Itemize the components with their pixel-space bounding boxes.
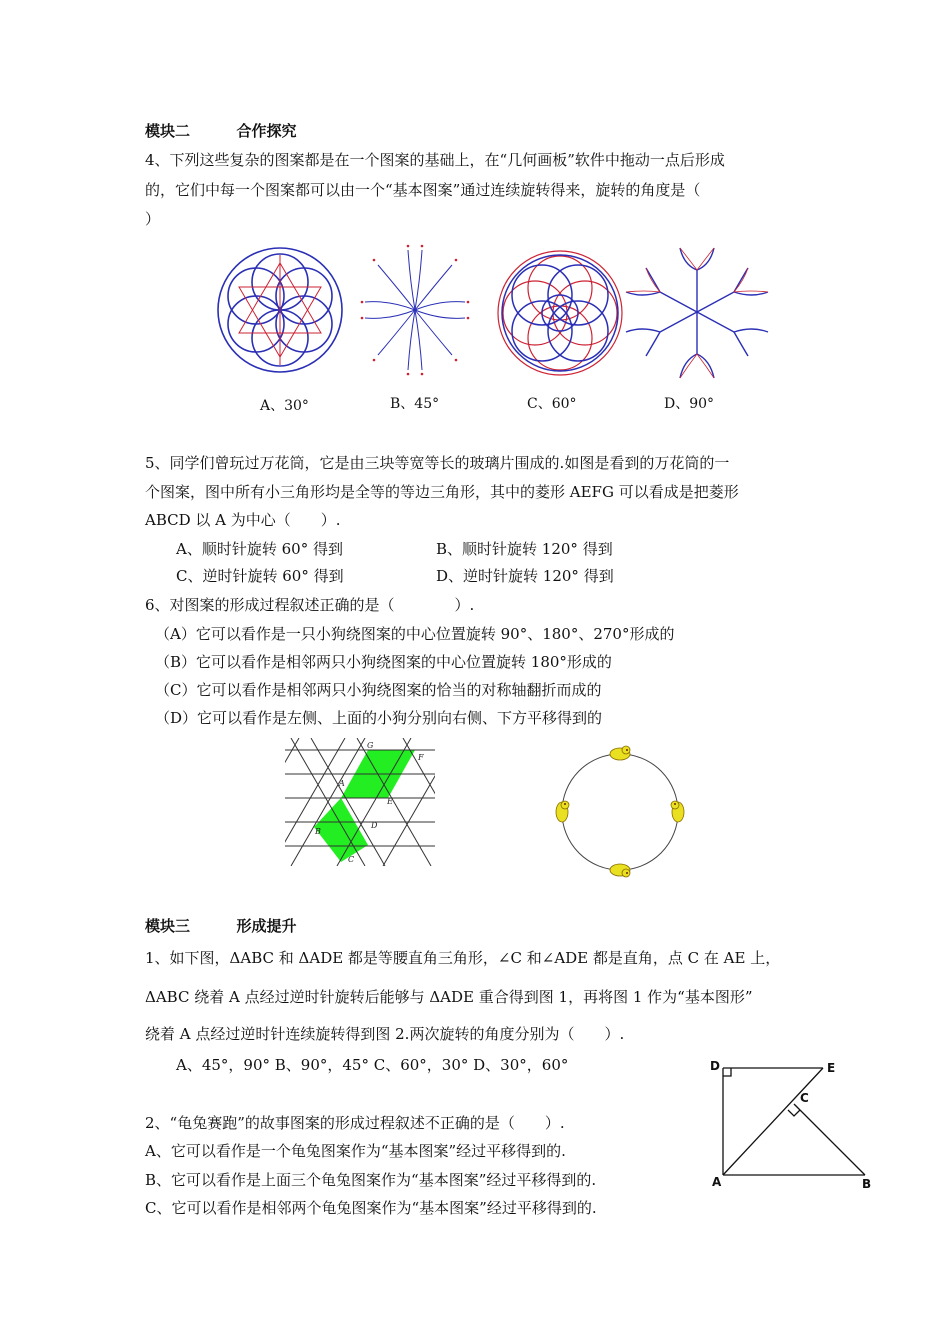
q4-option-c: C、60° [527,396,577,412]
m3q2-option-c: C、它可以看作是相邻两个龟兔图案作为“基本图案”经过平移得到的. [145,1199,597,1217]
q4-option-b: B、45° [390,396,440,412]
label-b: B [315,827,321,836]
module-title: 形成提升 [236,917,297,935]
label-f: F [418,753,424,762]
module2-heading [145,120,297,141]
m3q2-stem: 2、“龟兔赛跑”的故事图案的形成过程叙述不正确的是（ ）. [145,1114,565,1132]
q4-line-1: 4、下列这些复杂的图案都是在一个图案的基础上，在“几何画板”软件中拖动一点后形成 [145,151,725,169]
pattern-b-figure [360,240,470,380]
module-number: 模块三 [145,917,191,935]
label-d: D [371,821,378,830]
dog-bottom [610,864,630,877]
q5-option-a: A、顺时针旋转 60° 得到 [176,540,343,558]
pattern-a-figure [215,245,345,375]
label-d: D [710,1059,720,1073]
triangle-figure [708,1058,888,1193]
label-e: E [827,1061,836,1075]
label-g: G [367,741,374,750]
m3q1-options: A、45°，90° B、90°，45° C、60°，30° D、30°，60° [176,1056,569,1074]
label-a: A [339,779,345,788]
q6-stem: 6、对图案的形成过程叙述正确的是（ ）. [145,596,475,614]
pattern-c-figure [495,248,625,378]
q4-line-2: 的，它们中每一个图案都可以由一个“基本图案”通过连续旋转得来，旋转的角度是（ [145,181,701,199]
q5-option-b: B、顺时针旋转 120° 得到 [436,540,613,558]
rhombus-abcd [314,798,368,862]
module-number: 模块二 [145,122,191,140]
q6-option-a: （A）它可以看作是一只小狗绕图案的中心位置旋转 90°、180°、270°形成的 [155,625,675,643]
q6-option-d: （D）它可以看作是左侧、上面的小狗分别向右侧、下方平移得到的 [155,709,603,727]
m3q1-line-2: ΔABC 绕着 A 点经过逆时针旋转后能够与 ΔADE 重合得到图 1，再将图 1 作为“基本图形” [145,988,753,1006]
q5-option-c: C、逆时针旋转 60° 得到 [176,567,344,585]
q5-line-2: 个图案，图中所有小三角形均是全等的等边三角形，其中的菱形 AEFG 可以看成是把菱形 [145,483,739,501]
q5-line-1: 5、同学们曾玩过万花筒，它是由三块等宽等长的玻璃片围成的.如图是看到的万花筒的一 [145,454,730,472]
module3-heading [145,915,297,936]
m3q2-option-b: B、它可以看作是上面三个龟兔图案作为“基本图案”经过平移得到的. [145,1171,597,1189]
q4-line-3: ） [145,210,161,228]
kaleidoscope-figure [285,738,435,866]
q6-option-c: （C）它可以看作是相邻两只小狗绕图案的恰当的对称轴翻折而成的 [155,681,602,699]
dog-circle-figure [545,742,695,882]
m3q1-line-3: 绕着 A 点经过逆时针连续旋转得到图 2.两次旋转的角度分别为（ ）. [145,1025,625,1043]
m3q2-option-a: A、它可以看作是一个龟兔图案作为“基本图案”经过平移得到的. [145,1142,566,1160]
dog-left [556,801,569,822]
dog-top [610,746,630,760]
dog-right [671,801,684,822]
q6-option-b: （B）它可以看作是相邻两只小狗绕图案的中心位置旋转 180°形成的 [155,653,612,671]
q5-line-3: ABCD 以 A 为中心（ ）. [145,511,341,529]
q4-option-d: D、90° [664,396,715,412]
label-b: B [862,1177,872,1191]
label-c: C [348,855,355,864]
label-c: C [800,1091,809,1105]
q4-option-a: A、30° [260,398,309,414]
label-a: A [712,1175,722,1189]
m3q1-line-1: 1、如下图，ΔABC 和 ΔADE 都是等腰直角三角形，∠C 和∠ADE 都是直角，点 C 在 AE 上， [145,949,781,967]
pattern-d-figure [622,240,772,385]
label-e: E [387,797,393,806]
q5-option-d: D、逆时针旋转 120° 得到 [436,567,614,585]
module-title: 合作探究 [236,122,297,140]
